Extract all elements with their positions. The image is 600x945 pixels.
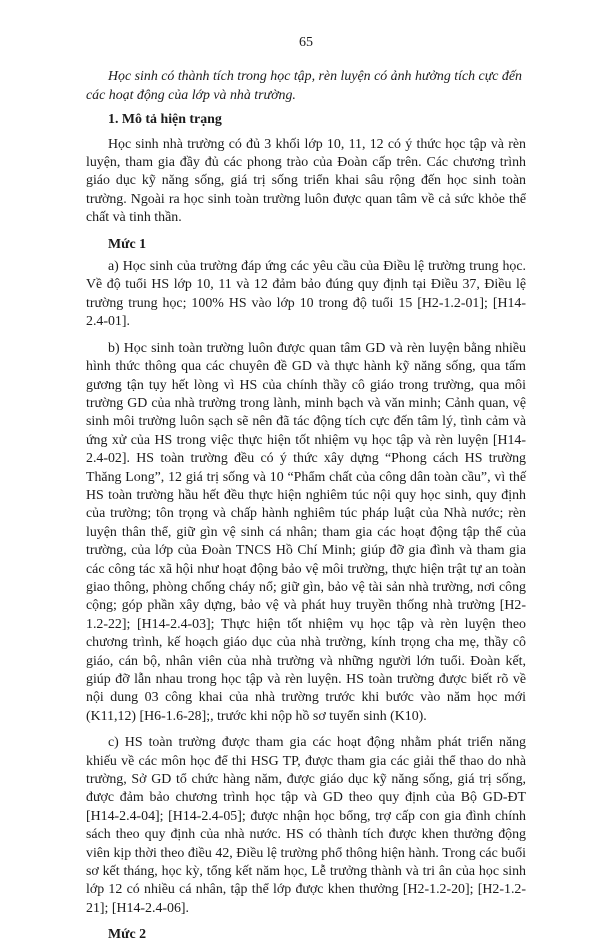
paragraph-overview: Học sinh nhà trường có đủ 3 khối lớp 10, 11, 12 có ý thức học tập và rèn luyện, tham gia đầy đủ các phong trào của Đoàn cấp trên. Các chương trình giáo dục kỹ năng sống, giá trị sống triển khai sâu rộng đến học sinh toàn trường. Ngoài ra học sinh toàn trường luôn được quan tâm về cả sức khỏe thể chất và tinh thần. xyxy=(86,136,526,226)
section-heading: 1. Mô tả hiện trạng xyxy=(108,112,222,128)
page-number: 65 xyxy=(299,35,313,50)
level-1-heading: Mức 1 xyxy=(108,236,147,252)
paragraph-a: a) Học sinh của trường đáp ứng các yêu cầu của Điều lệ trường trung học. Về độ tuổi HS lớp 10, 11 và 12 đảm bảo đúng quy định tại Điều 37, Điều lệ trường trung học; 100% HS vào lớp 10 trong độ tuổi 15 [H2-1.2-01]; [H14-2.4-01]. xyxy=(86,259,526,330)
paragraph-c: c) HS toàn trường được tham gia các hoạt động nhằm phát triển năng khiếu về các môn học để thi HSG TP, được tham gia các giải thể thao do nhà trường, Sở GD tổ chức hàng năm, được giáo dục kỹ năng sống, giá trị sống, được đảm bảo chương trình học tập và GD theo quy định của Bộ GD-ĐT [H14-2.4-04]; [H14-2.4-05]; được nhận học bổng, trợ cấp con gia đình chính sách theo quy định của nhà nước. HS có thành tích được khen thưởng động viên kịp thời theo điều 42, Điều lệ trường phổ thông hiện hành. Trong các buổi sơ kết tháng, học kỳ, tổng kết năm học, Lễ trưởng thành và tri ân của học sinh lớp 12 có nhiều cá nhân, tập thể lớp được khen thưởng [H2-1.2-20]; [H2-1.2-21]; [H14-2.4-06]. xyxy=(86,735,526,916)
intro-italic-text: Học sinh có thành tích trong học tập, rèn luyện có ảnh hưởng tích cực đến các hoạt động của lớp và nhà trường. xyxy=(86,69,522,103)
level-2-heading: Mức 2 xyxy=(108,927,147,943)
paragraph-b: b) Học sinh toàn trường luôn được quan tâm GD và rèn luyện bằng nhiều hình thức thông qua các chuyên đề GD và thực hành kỹ năng sống, qua tấm gương tận tụy hết lòng vì HS của chính thầy cô giáo trong trường, qua môi trường GD của nhà trường trong lành, minh bạch và văn minh; Cảnh quan, vệ sinh môi trường luôn sạch sẽ nên đã tác động tích cực đến tâm lý, tình cảm và ứng xử của HS trong việc thực hiện tốt nhiệm vụ học tập và rèn luyện [H14-2.4-02]. HS toàn trường đều có ý thức xây dựng “Phong cách HS trường Thăng Long”, 12 giá trị sống và 10 “Phẩm chất của công dân toàn cầu”, vì thế HS toàn trường hầu hết đều thực hiện nghiêm túc nội quy học sinh, quy định của trường; tôn trọng và chấp hành nghiêm túc pháp luật của Nhà nước; rèn luyện thân thể, giữ gìn vệ sinh cá nhân; tham gia các hoạt động tập thể của trường, của lớp của Đoàn TNCS Hồ Chí Minh; giúp đỡ gia đình và tham gia các công tác xã hội như hoạt động bảo vệ môi trường, thực hiện trật tự an toàn giao thông, phòng chống cháy nổ; giữ gìn, bảo vệ tài sản nhà trường, nơi công cộng; góp phần xây dựng, bảo vệ và phát huy truyền thống nhà trường [H2-1.2-22]; [H14-2.4-03]; Thực hiện tốt nhiệm vụ học tập và rèn luyện theo chương trình, kế hoạch giáo dục của nhà trường, kính trọng cha mẹ, thầy cô giáo, cán bộ, nhân viên của nhà trường và những người lớn tuổi. Đoàn kết, giúp đỡ lẫn nhau trong học tập và rèn luyện. HS toàn trường được biết rõ về nội dung 03 công khai của nhà trường trước khi bước vào năm học mới (K11,12) [H6-1.6-28];, trước khi nộp hồ sơ tuyển sinh (K10). xyxy=(86,340,526,724)
